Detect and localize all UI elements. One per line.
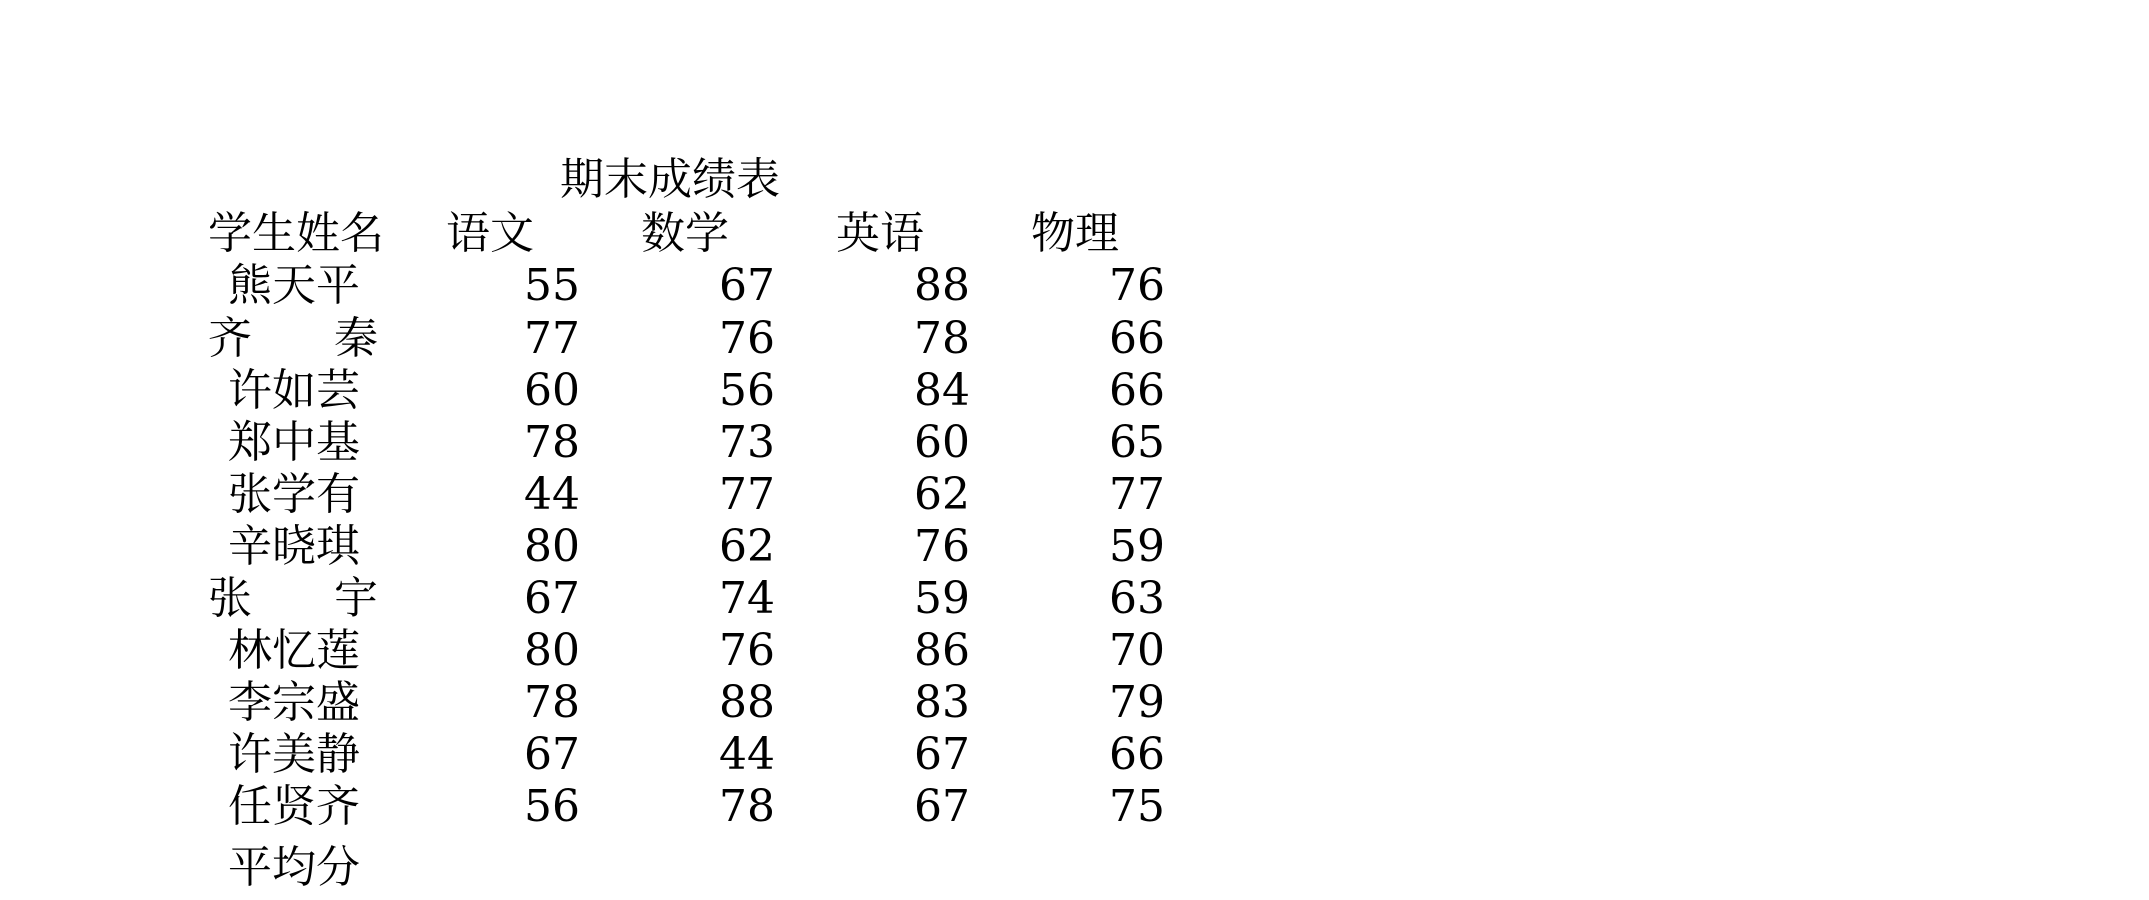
score-chinese: 55 — [524, 260, 580, 311]
student-name-char: 宇 — [334, 573, 378, 624]
score-english: 67 — [914, 729, 970, 780]
score-physics: 65 — [1109, 417, 1165, 468]
score-chinese: 77 — [524, 313, 580, 364]
student-name: 张学有 — [228, 469, 360, 520]
student-name: 李宗盛 — [228, 677, 360, 728]
table-row — [0, 625, 1300, 677]
student-name: 熊天平 — [228, 260, 360, 311]
score-physics: 63 — [1109, 573, 1165, 624]
table-row — [0, 677, 1300, 729]
score-chinese: 78 — [524, 677, 580, 728]
score-english: 67 — [914, 781, 970, 832]
header-student-name: 学生姓名 — [208, 208, 384, 259]
score-english: 83 — [914, 677, 970, 728]
student-name: 郑中基 — [228, 417, 360, 468]
header-math: 数学 — [641, 208, 729, 259]
header-chinese: 语文 — [446, 208, 534, 259]
score-chinese: 67 — [524, 573, 580, 624]
score-physics: 66 — [1109, 313, 1165, 364]
student-name: 林忆莲 — [228, 625, 360, 676]
student-name: 任贤齐 — [228, 781, 360, 832]
score-math: 76 — [719, 625, 775, 676]
score-math: 62 — [719, 521, 775, 572]
score-physics: 79 — [1109, 677, 1165, 728]
score-physics: 59 — [1109, 521, 1165, 572]
score-math: 88 — [719, 677, 775, 728]
score-physics: 77 — [1109, 469, 1165, 520]
score-math: 73 — [719, 417, 775, 468]
score-chinese: 80 — [524, 625, 580, 676]
table-row — [0, 417, 1300, 469]
score-english: 59 — [914, 573, 970, 624]
student-name-char: 齐 — [208, 313, 252, 364]
score-chinese: 56 — [524, 781, 580, 832]
score-physics: 66 — [1109, 365, 1165, 416]
footer-row — [0, 842, 1300, 894]
score-physics: 76 — [1109, 260, 1165, 311]
score-english: 76 — [914, 521, 970, 572]
score-math: 44 — [719, 729, 775, 780]
table-row — [0, 729, 1300, 781]
student-name: 许美静 — [228, 729, 360, 780]
student-name — [208, 313, 378, 365]
score-english: 60 — [914, 417, 970, 468]
score-english: 78 — [914, 313, 970, 364]
table-row — [0, 313, 1300, 365]
score-math: 77 — [719, 469, 775, 520]
score-math: 74 — [719, 573, 775, 624]
student-name — [208, 573, 378, 625]
score-math: 56 — [719, 365, 775, 416]
score-english: 84 — [914, 365, 970, 416]
score-chinese: 80 — [524, 521, 580, 572]
student-name: 许如芸 — [228, 365, 360, 416]
student-name-char: 张 — [208, 573, 252, 624]
score-chinese: 60 — [524, 365, 580, 416]
student-name: 辛晓琪 — [228, 521, 360, 572]
student-name-char: 秦 — [334, 313, 378, 364]
sheet-title: 期末成绩表 — [560, 154, 780, 205]
header-physics: 物理 — [1031, 208, 1119, 259]
table-row — [0, 521, 1300, 573]
score-english: 88 — [914, 260, 970, 311]
score-chinese: 78 — [524, 417, 580, 468]
header-row — [0, 208, 1300, 260]
table-row — [0, 469, 1300, 521]
score-chinese: 44 — [524, 469, 580, 520]
score-chinese: 67 — [524, 729, 580, 780]
score-english: 86 — [914, 625, 970, 676]
table-row — [0, 573, 1300, 625]
header-english: 英语 — [836, 208, 924, 259]
table-row — [0, 365, 1300, 417]
score-physics: 75 — [1109, 781, 1165, 832]
score-physics: 66 — [1109, 729, 1165, 780]
score-physics: 70 — [1109, 625, 1165, 676]
score-math: 67 — [719, 260, 775, 311]
table-row — [0, 781, 1300, 833]
table-row — [0, 260, 1300, 312]
average-label: 平均分 — [228, 842, 360, 893]
score-english: 62 — [914, 469, 970, 520]
score-math: 76 — [719, 313, 775, 364]
score-math: 78 — [719, 781, 775, 832]
